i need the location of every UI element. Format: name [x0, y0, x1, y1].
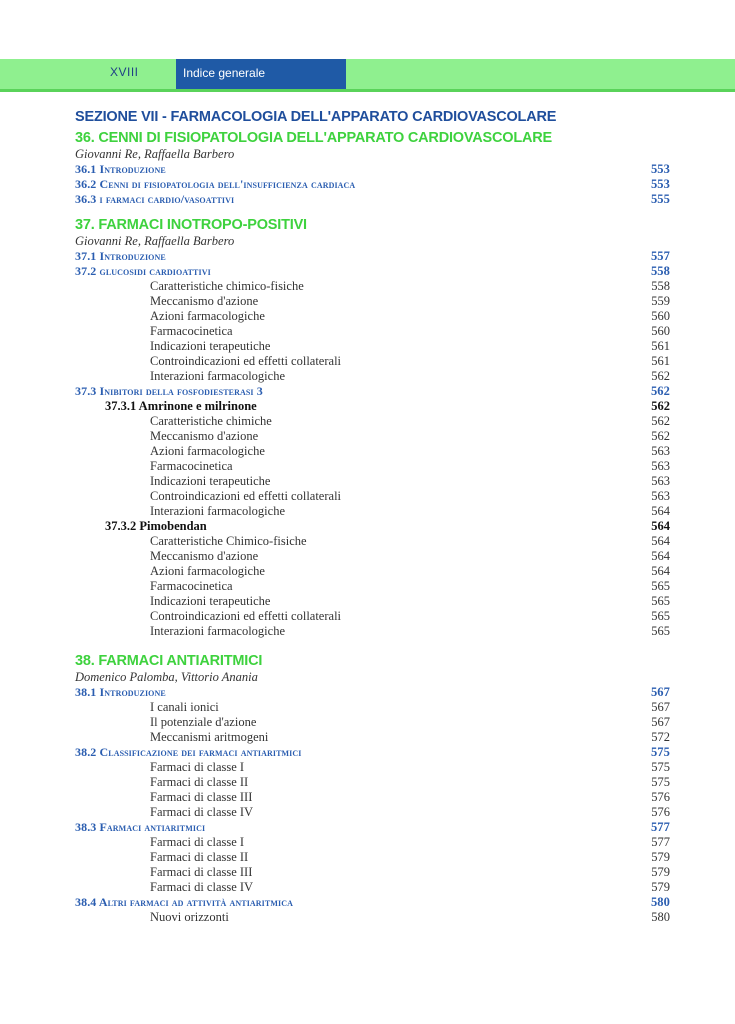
entry-label: 37.3.2 Pimobendan [105, 519, 207, 533]
chapter-authors: Giovanni Re, Raffaella Barbero [75, 147, 235, 161]
entry-page-number: 555 [650, 192, 670, 206]
toc-subentry[interactable] [75, 760, 670, 775]
entry-label: Azioni farmacologiche [150, 444, 265, 458]
entry-label: Azioni farmacologiche [150, 309, 265, 323]
entry-label: Meccanismo d'azione [150, 429, 259, 443]
toc-subentry[interactable] [75, 489, 670, 504]
entry-page-number: 562 [651, 369, 670, 383]
entry-label: Controindicazioni ed effetti collaterali [150, 609, 342, 623]
entry-page-number: 579 [651, 850, 670, 864]
entry-label: Controindicazioni ed effetti collaterali [150, 354, 342, 368]
toc-content [75, 108, 670, 925]
toc-subentry[interactable] [75, 790, 670, 805]
entry-label: 37.3.1 Amrinone e milrinone [105, 399, 257, 413]
toc-subentry[interactable] [75, 880, 670, 895]
entry-page-number: 553 [650, 177, 670, 191]
toc-subentry[interactable] [75, 850, 670, 865]
toc-subentry[interactable] [75, 354, 670, 369]
entry-label: 38.2 Classificazione dei farmaci antiaritmici [75, 745, 302, 759]
toc-subentry[interactable] [75, 459, 670, 474]
toc-subentry[interactable] [75, 279, 670, 294]
entry-label: Farmaci di classe I [150, 835, 245, 849]
entry-label: Caratteristiche Chimico-fisiche [150, 534, 307, 548]
toc-subentry[interactable] [75, 805, 670, 820]
chapter-block [75, 130, 670, 207]
toc-subentry[interactable] [75, 609, 670, 624]
entry-page-number: 579 [651, 865, 670, 879]
entry-page-number: 563 [651, 489, 670, 503]
entry-label: Azioni farmacologiche [150, 564, 265, 578]
entry-label: Controindicazioni ed effetti collaterali [150, 489, 342, 503]
entry-page-number: 575 [650, 745, 670, 759]
entry-page-number: 563 [651, 459, 670, 473]
entry-page-number: 577 [651, 835, 670, 849]
entry-page-number: 565 [651, 594, 670, 608]
entry-page-number: 563 [651, 444, 670, 458]
entry-label: Farmaci di classe II [150, 775, 249, 789]
entry-label: 38.3 Farmaci antiaritmici [75, 820, 206, 834]
entry-page-number: 564 [651, 534, 670, 548]
entry-page-number: 563 [651, 474, 670, 488]
toc-entry[interactable] [75, 399, 670, 414]
toc-subentry[interactable] [75, 429, 670, 444]
entry-page-number: 565 [651, 624, 670, 638]
toc-subentry[interactable] [75, 324, 670, 339]
toc-entry[interactable] [75, 264, 670, 279]
entry-page-number: 567 [651, 700, 670, 714]
toc-entry[interactable] [75, 745, 670, 760]
entry-label: Nuovi orizzonti [150, 910, 229, 924]
toc-entry[interactable] [75, 685, 670, 700]
toc-subentry[interactable] [75, 534, 670, 549]
page-number: XVIII [110, 65, 139, 79]
entry-label: 36.1 Introduzione [75, 162, 166, 176]
entry-page-number: 564 [651, 504, 670, 518]
entry-page-number: 575 [651, 775, 670, 789]
toc-subentry[interactable] [75, 910, 670, 925]
entry-page-number: 562 [651, 399, 670, 413]
entry-label: Farmaci di classe III [150, 865, 253, 879]
entry-page-number: 565 [651, 579, 670, 593]
chapter-title[interactable]: 37. FARMACI INOTROPO-POSITIVI [75, 217, 307, 233]
entry-label: Caratteristiche chimico-fisiche [150, 279, 304, 293]
toc-entry[interactable] [75, 384, 670, 399]
entry-label: Farmaci di classe I [150, 760, 245, 774]
running-title: Indice generale [183, 66, 266, 80]
entry-label: Farmacocinetica [150, 324, 233, 338]
toc-entry[interactable] [75, 820, 670, 835]
entry-page-number: 559 [651, 294, 670, 308]
section-title: SEZIONE VII - FARMACOLOGIA DELL'APPARATO CARDIOVASCOLARE [75, 109, 557, 125]
toc-subentry[interactable] [75, 624, 670, 639]
entry-label: 38.4 Altri farmaci ad attività antiaritmica [75, 895, 293, 909]
entry-page-number: 576 [651, 805, 670, 819]
entry-page-number: 558 [651, 279, 670, 293]
toc-entry[interactable] [75, 895, 670, 910]
chapter-block [75, 653, 670, 925]
entry-page-number: 560 [651, 324, 670, 338]
toc-entry[interactable] [75, 177, 670, 192]
entry-label: Farmacocinetica [150, 579, 233, 593]
entry-label: I canali ionici [150, 700, 219, 714]
header-page-box [0, 59, 176, 89]
entry-label: 36.2 Cenni di fisiopatologia dell'insufficienza cardiaca [75, 177, 356, 191]
chapter-authors: Domenico Palomba, Vittorio Anania [75, 670, 258, 684]
entry-label: Farmaci di classe IV [150, 805, 254, 819]
entry-page-number: 564 [651, 549, 670, 563]
entry-label: Meccanismo d'azione [150, 294, 259, 308]
toc-subentry[interactable] [75, 730, 670, 745]
entry-page-number: 564 [651, 519, 670, 533]
entry-label: 36.3 i farmaci cardio/vasoattivi [75, 192, 235, 206]
entry-label: Farmaci di classe III [150, 790, 253, 804]
toc-subentry[interactable] [75, 594, 670, 609]
toc-entry[interactable] [75, 249, 670, 264]
entry-label: Indicazioni terapeutiche [150, 474, 271, 488]
toc-subentry[interactable] [75, 715, 670, 730]
entry-label: 37.1 Introduzione [75, 249, 166, 263]
entry-page-number: 561 [651, 354, 670, 368]
toc-subentry[interactable] [75, 414, 670, 429]
toc-subentry[interactable] [75, 369, 670, 384]
toc-subentry[interactable] [75, 579, 670, 594]
entry-page-number: 567 [650, 685, 670, 699]
entry-page-number: 575 [651, 760, 670, 774]
toc-entry[interactable] [75, 162, 670, 177]
entry-label: Il potenziale d'azione [150, 715, 257, 729]
entry-page-number: 576 [651, 790, 670, 804]
toc-entry[interactable] [75, 519, 670, 534]
entry-label: Caratteristiche chimiche [150, 414, 272, 428]
entry-label: 37.2 glucosidi cardioattivi [75, 264, 211, 278]
entry-page-number: 557 [650, 249, 670, 263]
entry-label: Farmaci di classe II [150, 850, 249, 864]
toc-subentry[interactable] [75, 775, 670, 790]
toc-subentry[interactable] [75, 294, 670, 309]
entry-label: Indicazioni terapeutiche [150, 594, 271, 608]
toc-subentry[interactable] [75, 339, 670, 354]
toc-subentry[interactable] [75, 504, 670, 519]
entry-page-number: 562 [651, 429, 670, 443]
entry-label: Meccanismi aritmogeni [150, 730, 269, 744]
chapter-list [75, 130, 670, 925]
entry-page-number: 580 [651, 910, 670, 924]
entry-label: Interazioni farmacologiche [150, 504, 285, 518]
entry-page-number: 577 [650, 820, 670, 834]
entry-page-number: 572 [651, 730, 670, 744]
entry-label: Indicazioni terapeutiche [150, 339, 271, 353]
chapter-title[interactable]: 36. CENNI DI FISIOPATOLOGIA DELL'APPARATO CARDIOVASCOLARE [75, 130, 553, 146]
entry-label: Meccanismo d'azione [150, 549, 259, 563]
entry-page-number: 580 [650, 895, 670, 909]
toc-entry[interactable] [75, 192, 670, 207]
entry-page-number: 560 [651, 309, 670, 323]
entry-page-number: 558 [650, 264, 670, 278]
entry-page-number: 562 [650, 384, 670, 398]
entry-page-number: 579 [651, 880, 670, 894]
entry-page-number: 561 [651, 339, 670, 353]
chapter-title[interactable]: 38. FARMACI ANTIARITMICI [75, 653, 263, 669]
toc-subentry[interactable] [75, 700, 670, 715]
chapter-block [75, 217, 670, 639]
entry-page-number: 567 [651, 715, 670, 729]
entry-label: Farmaci di classe IV [150, 880, 254, 894]
entry-page-number: 553 [650, 162, 670, 176]
entry-label: Interazioni farmacologiche [150, 369, 285, 383]
toc-subentry[interactable] [75, 444, 670, 459]
entry-label: 37.3 Inibitori della fosfodiesterasi 3 [75, 384, 263, 398]
toc-subentry[interactable] [75, 549, 670, 564]
chapter-authors: Giovanni Re, Raffaella Barbero [75, 234, 235, 248]
entry-label: Interazioni farmacologiche [150, 624, 285, 638]
toc-subentry[interactable] [75, 835, 670, 850]
toc-subentry[interactable] [75, 865, 670, 880]
toc-subentry[interactable] [75, 564, 670, 579]
entry-page-number: 565 [651, 609, 670, 623]
entry-label: Farmacocinetica [150, 459, 233, 473]
entry-page-number: 562 [651, 414, 670, 428]
entry-page-number: 564 [651, 564, 670, 578]
toc-subentry[interactable] [75, 474, 670, 489]
toc-subentry[interactable] [75, 309, 670, 324]
header-rule [0, 89, 735, 92]
entry-label: 38.1 Introduzione [75, 685, 166, 699]
